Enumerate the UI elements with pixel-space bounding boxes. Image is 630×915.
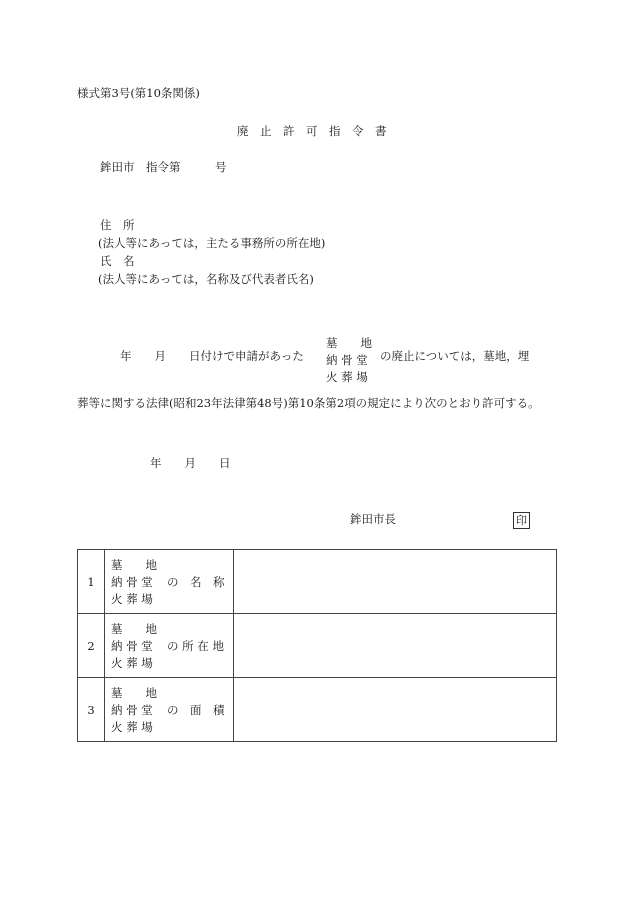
table-row: [78, 550, 557, 614]
name-label: 氏 名: [100, 254, 135, 268]
row-label: [105, 678, 234, 742]
table-row: [78, 614, 557, 678]
facility-type: 火 葬 場: [111, 720, 153, 734]
facility-type: 納 骨 堂: [326, 353, 368, 367]
address-note: (法人等にあっては，主たる事務所の所在地): [98, 236, 326, 250]
facility-type: 墓 地: [326, 336, 372, 350]
seal-mark: 印: [513, 512, 530, 529]
facility-type: 納 骨 堂: [111, 703, 153, 717]
facility-type: 墓 地: [111, 622, 157, 636]
body-facility-types: [326, 335, 372, 386]
facility-type: 納 骨 堂: [111, 575, 153, 589]
issuer: 鉾田市長: [350, 512, 396, 526]
row-value: [234, 550, 557, 614]
row-number: 2: [78, 614, 105, 678]
name-note: (法人等にあっては，名称及び代表者氏名): [98, 272, 314, 286]
row-label: [105, 550, 234, 614]
facility-type: 納 骨 堂: [111, 639, 153, 653]
row-number: 3: [78, 678, 105, 742]
facility-type: 火 葬 場: [326, 370, 368, 384]
facility-type: 火 葬 場: [111, 592, 153, 606]
row-suffix: の 面 積: [167, 703, 225, 717]
address-label: 住 所: [100, 218, 135, 232]
body-date-prefix: 年 月 日付けで申請があった: [120, 349, 304, 363]
facility-type: 火 葬 場: [111, 656, 153, 670]
row-number: 1: [78, 550, 105, 614]
row-suffix: の 名 称: [167, 575, 225, 589]
form-label: 様式第3号(第10条関係): [77, 86, 200, 100]
table-row: [78, 678, 557, 742]
row-suffix: の 所 在 地: [167, 639, 224, 653]
document-title: 廃 止 許 可 指 令 書: [237, 124, 387, 138]
body-line1-suffix: の廃止については，墓地，埋: [380, 349, 530, 363]
facility-type: 墓 地: [111, 686, 157, 700]
directive-number: 鉾田市 指令第 号: [100, 160, 227, 174]
body-line2: 葬等に関する法律(昭和23年法律第48号)第10条第2項の規定により次のとおり許可する。: [77, 396, 540, 410]
row-value: [234, 614, 557, 678]
facility-type: 墓 地: [111, 558, 157, 572]
facility-table: [77, 549, 557, 742]
issue-date: 年 月 日: [150, 456, 231, 470]
row-label: [105, 614, 234, 678]
row-value: [234, 678, 557, 742]
